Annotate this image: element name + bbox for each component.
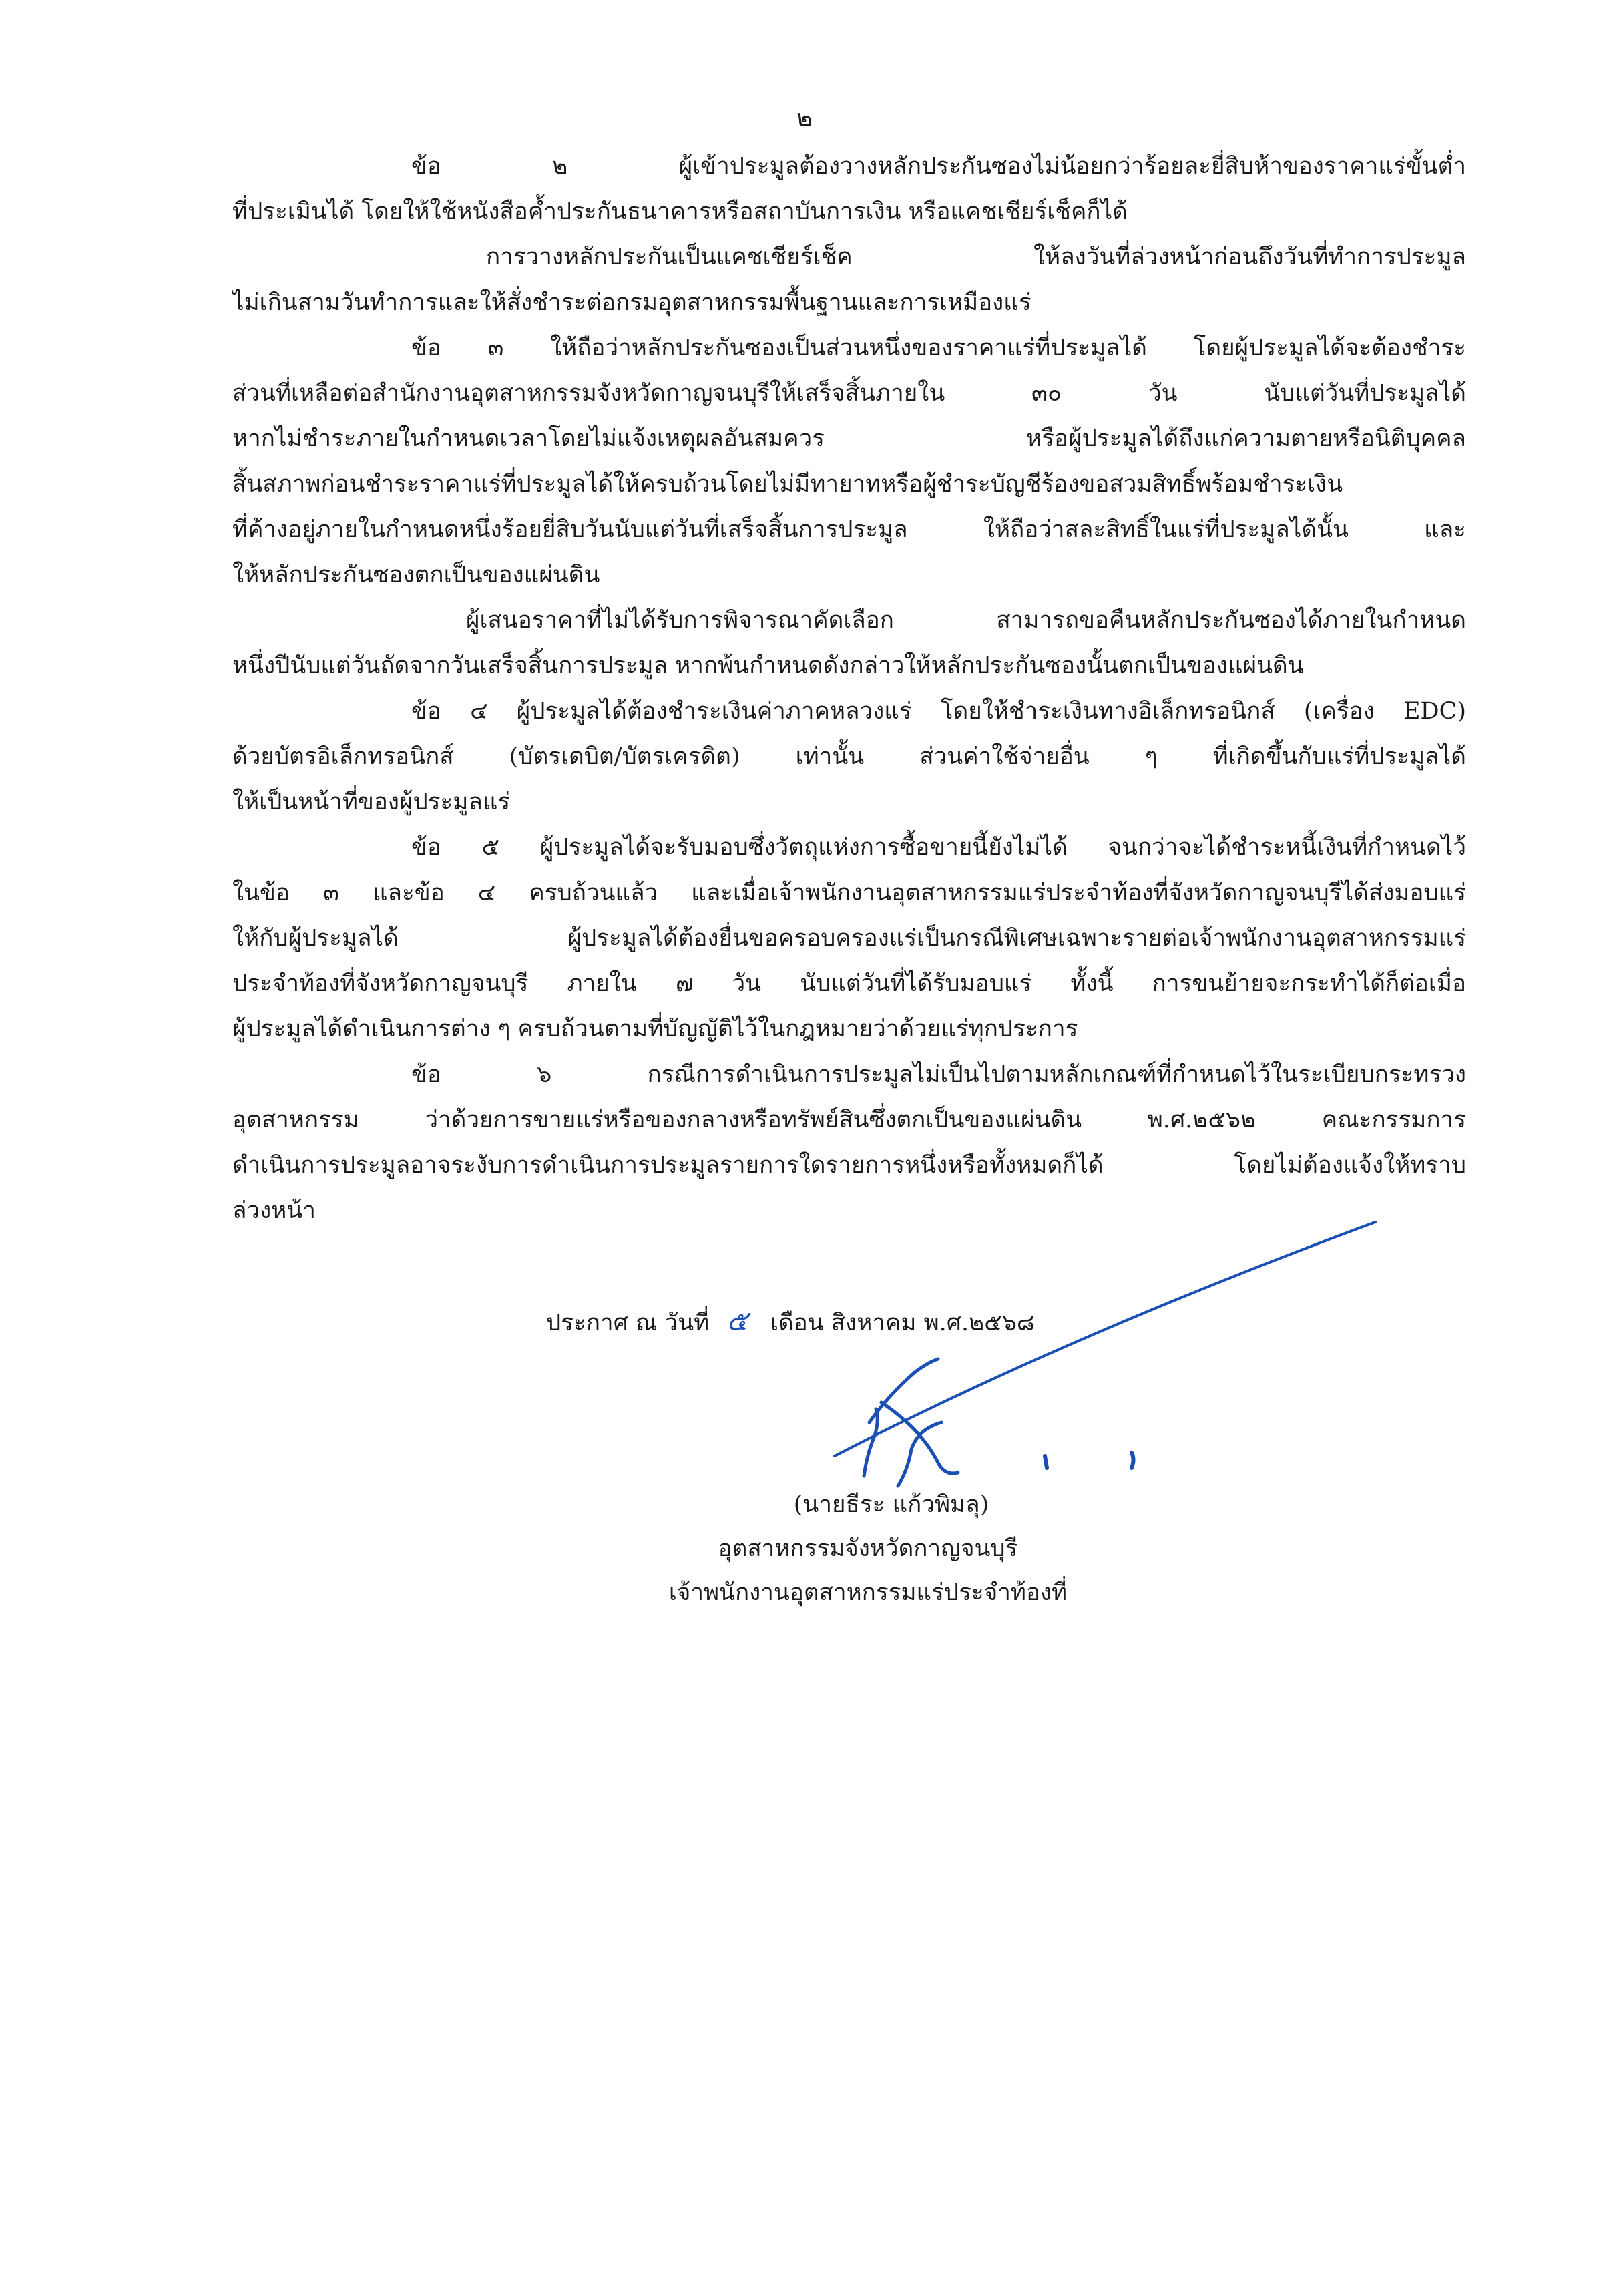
- paragraph-line: ผู้ประมูลได้ดำเนินการต่าง ๆ ครบถ้วนตามที่บัญญัติไว้ในกฎหมายว่าด้วยแร่ทุกประการ: [232, 1016, 1078, 1042]
- paragraph-line: ข้อ ๔ ผู้ประมูลได้ต้องชำระเงินค่าภาคหลวงแร่ โดยให้ชำระเงินทางอิเล็กทรอนิกส์ (เครื่อง EDC): [411, 698, 1466, 725]
- paragraph: [232, 598, 1466, 689]
- paragraph-line: ผู้เสนอราคาที่ไม่ได้รับการพิจารณาคัดเลือก สามารถขอคืนหลักประกันซองได้ภายในกำหนด: [466, 607, 1466, 634]
- date-month-year: เดือน สิงหาคม พ.ศ.๒๕๖๘: [770, 1310, 1035, 1336]
- signer-position-1: อุตสาหกรรมจังหวัดกาญจนบุรี: [718, 1535, 1018, 1562]
- paragraph: [232, 144, 1466, 234]
- paragraph: [232, 234, 1466, 325]
- paragraph-line: ส่วนที่เหลือต่อสำนักงานอุตสาหกรรมจังหวัดกาญจนบุรีให้เสร็จสิ้นภายใน ๓๐ วัน นับแต่วันที่ประมูลได้: [232, 380, 1466, 407]
- paragraph-line: ดำเนินการประมูลอาจระงับการดำเนินการประมูลรายการใดรายการหนึ่งหรือทั้งหมดก็ได้ โดยไม่ต้องแจ้งให้ทราบ: [232, 1152, 1466, 1179]
- paragraph-line: ในข้อ ๓ และข้อ ๔ ครบถ้วนแล้ว และเมื่อเจ้าพนักงานอุตสาหกรรมแร่ประจำท้องที่จังหวัดกาญจนบุรีได้ส่งมอบแร่: [232, 880, 1466, 906]
- paragraph: [232, 689, 1466, 825]
- signer-block: [601, 1483, 1135, 1615]
- paragraph-line: ข้อ ๓ ให้ถือว่าหลักประกันซองเป็นส่วนหนึ่งของราคาแร่ที่ประมูลได้ โดยผู้ประมูลได้จะต้องชำระ: [411, 335, 1466, 361]
- paragraph: [232, 825, 1466, 1052]
- announcement-body: [232, 144, 1466, 1233]
- paragraph-line: อุตสาหกรรม ว่าด้วยการขายแร่หรือของกลางหรือทรัพย์สินซึ่งตกเป็นของแผ่นดิน พ.ศ.๒๕๖๒ คณะกรรมการ: [232, 1107, 1466, 1133]
- paragraph-line: ให้กับผู้ประมูลได้ ผู้ประมูลได้ต้องยื่นขอครอบครองแร่เป็นกรณีพิเศษเฉพาะรายต่อเจ้าพนักงานอุตสาหกรรมแร่: [232, 925, 1466, 952]
- signature-graphic: [801, 1202, 1469, 1503]
- paragraph-line: ด้วยบัตรอิเล็กทรอนิกส์ (บัตรเดบิต/บัตรเครดิต) เท่านั้น ส่วนค่าใช้จ่ายอื่น ๆ ที่เกิดขึ้นกับแร่ที่ประมูลได้: [232, 743, 1466, 770]
- paragraph-line: ไม่เกินสามวันทำการและให้สั่งชำระต่อกรมอุตสาหกรรมพื้นฐานและการเหมืองแร่: [232, 289, 1031, 316]
- paragraph-line: ให้หลักประกันซองตกเป็นของแผ่นดิน: [232, 562, 600, 588]
- paragraph-line: ล่วงหน้า: [232, 1197, 316, 1224]
- paragraph-line: ประจำท้องที่จังหวัดกาญจนบุรี ภายใน ๗ วัน นับแต่วันที่ได้รับมอบแร่ ทั้งนี้ การขนย้ายจะกระทำได้ก็ต่อเมื่อ: [232, 970, 1466, 997]
- paragraph-line: ที่ประเมินได้ โดยให้ใช้หนังสือค้ำประกันธนาคารหรือสถาบันการเงิน หรือแคชเชียร์เช็คก็ได้: [232, 198, 1128, 225]
- paragraph-line: ที่ค้างอยู่ภายในกำหนดหนึ่งร้อยยี่สิบวันนับแต่วันที่เสร็จสิ้นการประมูล ให้ถือว่าสละสิทธิ์ในแร่ที่ประมูลได้นั้น และ: [232, 516, 1466, 543]
- paragraph-line: ให้เป็นหน้าที่ของผู้ประมูลแร่: [232, 789, 511, 815]
- paragraph-line: สิ้นสภาพก่อนชำระราคาแร่ที่ประมูลได้ให้ครบถ้วนโดยไม่มีทายาทหรือผู้ชำระบัญชีร้องขอสวมสิทธิ์พร้อมชำระเงิน: [232, 471, 1343, 498]
- signer-position-2: เจ้าพนักงานอุตสาหกรรมแร่ประจำท้องที่: [668, 1579, 1068, 1606]
- paragraph-line: ข้อ ๖ กรณีการดำเนินการประมูลไม่เป็นไปตามหลักเกณฑ์ที่กำหนดไว้ในระเบียบกระทรวง: [411, 1061, 1466, 1088]
- paragraph: [232, 325, 1466, 598]
- date-day: ๕: [726, 1304, 748, 1337]
- paragraph-line: หากไม่ชำระภายในกำหนดเวลาโดยไม่แจ้งเหตุผลอันสมควร หรือผู้ประมูลได้ถึงแก่ความตายหรือนิติบุคคล: [232, 425, 1466, 452]
- paragraph-line: หนึ่งปีนับแต่วันถัดจากวันเสร็จสิ้นการประมูล หากพ้นกำหนดดังกล่าวให้หลักประกันซองนั้นตกเป็นของแผ่นดิน: [232, 652, 1304, 679]
- paragraph-line: ข้อ ๒ ผู้เข้าประมูลต้องวางหลักประกันซองไม่น้อยกว่าร้อยละยี่สิบห้าของราคาแร่ขั้นต่ำ: [411, 153, 1466, 180]
- announcement-date: [546, 1299, 1035, 1343]
- date-prefix: ประกาศ ณ วันที่: [546, 1310, 710, 1336]
- page-number: ๒: [796, 105, 813, 132]
- paragraph-line: การวางหลักประกันเป็นแคชเชียร์เช็ค ให้ลงวันที่ล่วงหน้าก่อนถึงวันที่ทำการประมูล: [486, 244, 1466, 270]
- signer-name: (นายธีระ แก้วพิมลุ): [793, 1491, 989, 1518]
- paragraph-line: ข้อ ๕ ผู้ประมูลได้จะรับมอบซึ่งวัตถุแห่งการซื้อขายนี้ยังไม่ได้ จนกว่าจะได้ชำระหนี้เงินที่กำหนดไว้: [411, 834, 1466, 861]
